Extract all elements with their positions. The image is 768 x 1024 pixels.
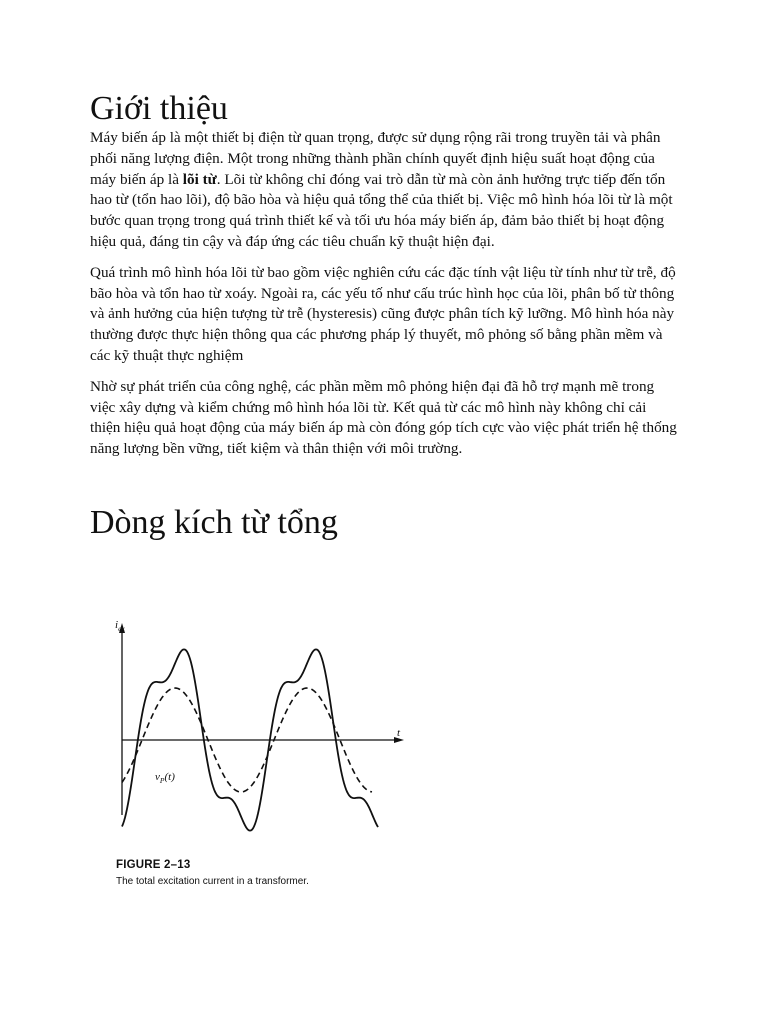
figure-title: FIGURE 2–13 bbox=[116, 859, 191, 871]
section-heading-excitation-current: Dòng kích từ tổng bbox=[90, 503, 338, 541]
figure-excitation-current bbox=[110, 615, 410, 895]
dashed-curve-label: $v_P(t)$ bbox=[155, 771, 175, 785]
paragraph-2: Quá trình mô hình hóa lõi từ bao gồm việc nghiên cứu các đặc tính vật liệu từ tính như từ trễ, độ bão hòa và tổn hao từ xoáy. Ngoài ra, các yếu tố như cấu trúc hình học của lõi, phân bố từ thông và ảnh hưởng của hiện tượng từ trễ (hysteresis) cũng được phân tích kỹ lưỡng. Mô hình hóa này thường được thực hiện thông qua các phương pháp lý thuyết, mô phỏng số bằng phần mềm và các kỹ thuật thực nghiệm bbox=[90, 263, 676, 364]
waveform-graph bbox=[110, 615, 410, 855]
bold-term-core: lõi từ bbox=[182, 170, 217, 188]
document-body bbox=[90, 90, 680, 542]
section-heading-introduction: Giới thiệu bbox=[90, 90, 228, 127]
x-axis-label: t bbox=[397, 727, 401, 739]
paragraph-1-text-b: . Lõi từ không chỉ đóng vai trò dẫn từ mà còn ảnh hưởng trực tiếp đến tổn hao từ (tổn hao lõi), độ bão hòa và hiệu quả tổng thể của thiết bị. Việc mô hình hóa lõi từ là một bước quan trọng trong quá trình thiết kế và tối ưu hóa máy biến áp, đảm bảo thiết bị hoạt động hiệu quả, đáng tin cậy và đáp ứng các tiêu chuẩn kỹ thuật hiện đại. bbox=[90, 170, 673, 250]
y-axis-label: $i_{ex}$ bbox=[115, 619, 125, 633]
paragraph-3: Nhờ sự phát triển của công nghệ, các phần mềm mô phỏng hiện đại đã hỗ trợ mạnh mẽ trong việc xây dựng và kiểm chứng mô hình hóa lõi từ. Kết quả từ các mô hình này không chỉ cải thiện hiệu quả hoạt động của máy biến áp mà còn đóng góp tích cực vào việc phát triển hệ thống năng lượng bền vững, tiết kiệm và thân thiện với môi trường. bbox=[90, 377, 677, 458]
paragraph-1-text-a: Máy biến áp là một thiết bị điện từ quan trọng, được sử dụng rộng rãi trong truyền tải và phân phối năng lượng điện. Một trong những thành phần chính quyết định hiệu suất hoạt động của máy biến áp là bbox=[90, 129, 661, 188]
paragraph-1 bbox=[90, 128, 680, 253]
figure-caption: The total excitation current in a transformer. bbox=[116, 876, 309, 887]
